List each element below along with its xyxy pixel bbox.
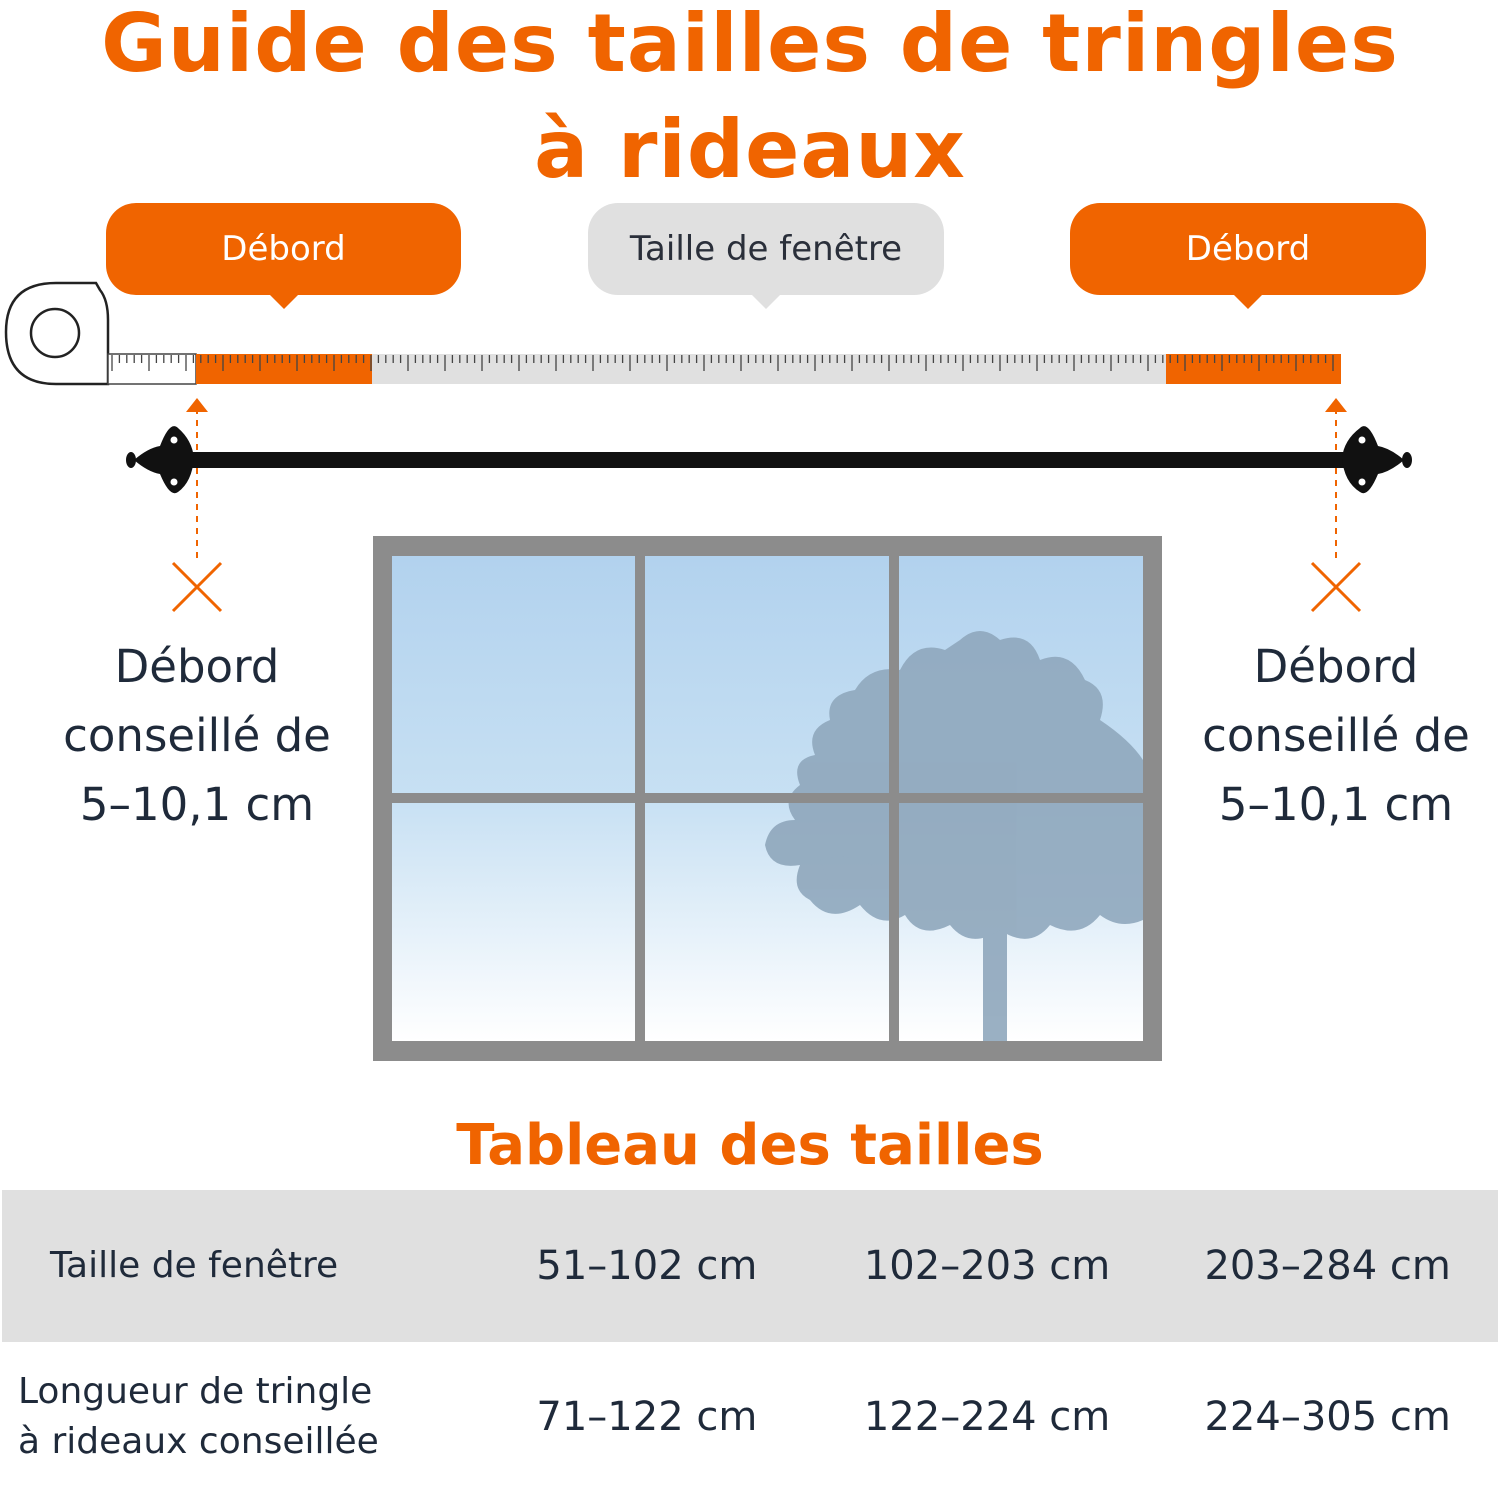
advice-left-line-2: conseillé de — [63, 709, 331, 762]
window-illustration — [373, 536, 1162, 1061]
overhang-advice-left — [37, 632, 357, 839]
overhang-label-left: Débord — [106, 203, 461, 295]
overhang-advice-right — [1176, 632, 1496, 839]
advice-right-line-1: Débord — [1253, 640, 1419, 693]
row-header-rod-length-line-2: à rideaux conseillée — [18, 1421, 379, 1462]
size-table — [2, 1190, 1498, 1492]
cross-icon-left — [173, 563, 221, 611]
table-cell: 51–102 cm — [536, 1243, 758, 1289]
overhang-guide-left — [173, 398, 221, 611]
row-header-rod-length — [2, 1342, 477, 1492]
cross-icon-right — [1312, 563, 1360, 611]
table-cell: 102–203 cm — [863, 1243, 1111, 1289]
advice-left-line-1: Débord — [114, 640, 280, 693]
measuring-tape — [108, 354, 1341, 384]
row-header-window-size: Taille de fenêtre — [50, 1245, 339, 1286]
table-cell: 122–224 cm — [863, 1394, 1111, 1440]
page-title-line-1: Guide des tailles de tringles — [101, 0, 1399, 90]
advice-right-line-3: 5–10,1 cm — [1218, 778, 1454, 831]
page-title-line-2: à rideaux — [534, 103, 966, 196]
table-row — [2, 1342, 1498, 1492]
table-cell: 203–284 cm — [1204, 1243, 1451, 1289]
overhang-label-right: Débord — [1070, 203, 1426, 295]
row-header-rod-length-line-1: Longueur de tringle — [18, 1371, 373, 1412]
advice-right-line-2: conseillé de — [1202, 709, 1470, 762]
table-title: Tableau des tailles — [456, 1113, 1044, 1178]
table-row — [2, 1190, 1498, 1342]
overhang-guide-right — [1312, 398, 1360, 611]
table-cell: 71–122 cm — [536, 1394, 758, 1440]
advice-left-line-3: 5–10,1 cm — [79, 778, 315, 831]
tape-measure-icon — [6, 283, 108, 384]
window-size-label: Taille de fenêtre — [588, 203, 944, 295]
table-cell: 224–305 cm — [1204, 1394, 1451, 1440]
curtain-rod — [126, 426, 1412, 493]
